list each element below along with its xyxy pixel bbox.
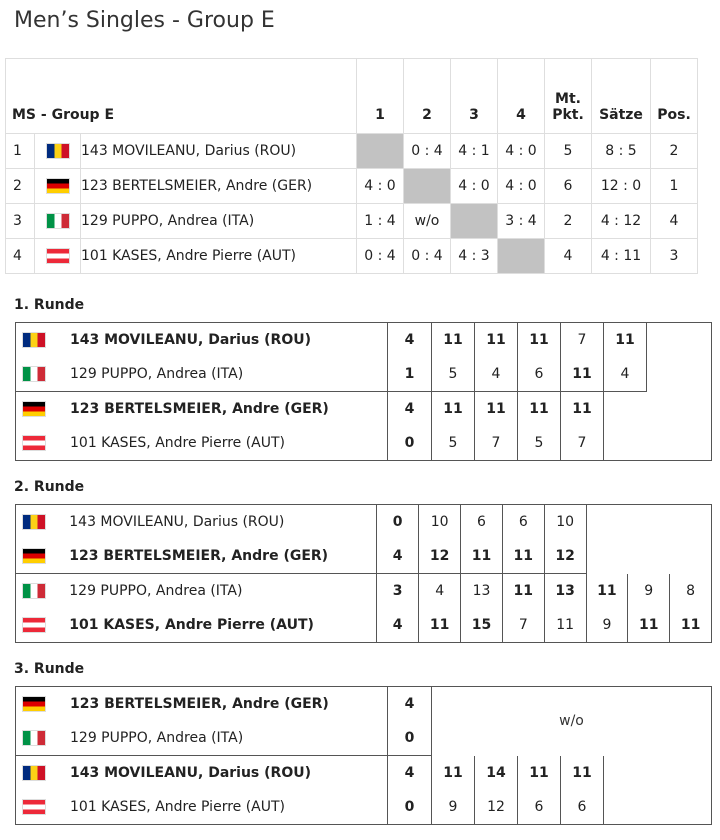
player-name[interactable]: 123 BERTELSMEIER, Andre (GER) — [81, 169, 357, 204]
game-score: 9 — [432, 790, 475, 825]
standings-row — [6, 169, 698, 204]
game-score: 12 — [475, 790, 518, 825]
game-score: 4 — [419, 574, 461, 609]
aut-flag-icon — [23, 436, 45, 450]
flag-cell — [16, 323, 53, 358]
game-score: 12 — [544, 539, 586, 574]
player-name[interactable]: 123 BERTELSMEIER, Andre (GER) — [51, 539, 376, 574]
player-name[interactable]: 143 MOVILEANU, Darius (ROU) — [69, 514, 285, 530]
sets: 4 : 12 — [592, 204, 651, 239]
walkover-label: w/o — [432, 687, 712, 756]
game-score: 11 — [432, 323, 475, 358]
flag-cell — [35, 204, 81, 239]
match-row — [16, 687, 712, 722]
result-cell — [357, 134, 404, 169]
match-score: 4 — [388, 756, 432, 791]
flag-cell — [16, 608, 52, 643]
match-row — [16, 574, 712, 609]
player-name[interactable]: 143 MOVILEANU, Darius (ROU) — [70, 332, 311, 348]
header-mt: Mt. — [555, 91, 581, 107]
game-score: 4 — [475, 357, 518, 392]
game-score: 11 — [670, 608, 712, 643]
empty-cell — [604, 756, 712, 825]
game-score: 9 — [628, 574, 670, 609]
match-row — [16, 357, 712, 392]
header-col-4: 4 — [498, 59, 545, 134]
game-score: 11 — [518, 756, 561, 791]
standings-row — [6, 134, 698, 169]
ger-flag-icon — [23, 549, 45, 563]
game-score: 12 — [419, 539, 461, 574]
player-name[interactable]: 101 KASES, Andre Pierre (AUT) — [81, 239, 357, 274]
game-score: 11 — [502, 574, 544, 609]
ita-flag-icon — [23, 367, 45, 381]
game-score: 5 — [432, 426, 475, 461]
result-cell: 4 : 0 — [498, 169, 545, 204]
game-score: 11 — [461, 539, 503, 574]
flag-cell — [16, 721, 53, 756]
player-name[interactable]: 123 BERTELSMEIER, Andre (GER) — [70, 696, 329, 712]
match-points: 2 — [545, 204, 592, 239]
empty-cell — [604, 392, 712, 461]
header-pkt: Pkt. — [552, 107, 584, 123]
flag-cell — [35, 134, 81, 169]
round-title: 1. Runde — [14, 297, 85, 313]
game-score: 11 — [432, 392, 475, 427]
game-score: 11 — [475, 392, 518, 427]
player-name[interactable]: 101 KASES, Andre Pierre (AUT) — [70, 435, 286, 451]
match-row — [16, 392, 712, 427]
aut-flag-icon — [23, 618, 45, 632]
standings-table — [5, 58, 698, 274]
flag-cell — [16, 426, 53, 461]
game-score: 15 — [461, 608, 503, 643]
game-score: 14 — [475, 756, 518, 791]
game-score: 5 — [518, 426, 561, 461]
match-points: 4 — [545, 239, 592, 274]
game-score: 11 — [561, 756, 604, 791]
flag-cell — [35, 239, 81, 274]
flag-cell — [35, 169, 81, 204]
header-col-2: 2 — [404, 59, 451, 134]
flag-cell — [16, 392, 53, 427]
match-row — [16, 756, 712, 791]
match-score: 4 — [388, 392, 432, 427]
match-score: 1 — [388, 357, 432, 392]
game-score: 11 — [604, 323, 647, 358]
game-score: 11 — [561, 357, 604, 392]
result-cell: 4 : 0 — [357, 169, 404, 204]
match-score: 4 — [377, 608, 419, 643]
match-score: 0 — [388, 721, 432, 756]
round-title: 2. Runde — [14, 479, 85, 495]
player-name[interactable]: 129 PUPPO, Andrea (ITA) — [52, 721, 388, 756]
round-table — [15, 322, 712, 461]
match-row — [16, 505, 712, 540]
match-row — [16, 323, 712, 358]
game-score: 6 — [518, 357, 561, 392]
game-score: 7 — [561, 426, 604, 461]
flag-cell — [16, 574, 52, 609]
flag-cell — [16, 505, 52, 540]
standings-row — [6, 239, 698, 274]
game-score: 6 — [561, 790, 604, 825]
result-cell — [404, 169, 451, 204]
game-score: 9 — [586, 608, 628, 643]
match-score: 0 — [388, 790, 432, 825]
header-group: MS - Group E — [6, 59, 357, 134]
player-name[interactable]: 123 BERTELSMEIER, Andre (GER) — [70, 401, 329, 417]
player-name[interactable]: 143 MOVILEANU, Darius (ROU) — [81, 134, 357, 169]
row-number: 2 — [6, 169, 35, 204]
result-cell: 0 : 4 — [404, 239, 451, 274]
game-score: 11 — [502, 539, 544, 574]
page-title: Men’s Singles - Group E — [14, 8, 275, 33]
game-score: 5 — [432, 357, 475, 392]
player-name[interactable]: 129 PUPPO, Andrea (ITA) — [69, 583, 243, 599]
result-cell: 0 : 4 — [404, 134, 451, 169]
position: 3 — [651, 239, 698, 274]
game-score: 8 — [670, 574, 712, 609]
result-cell — [498, 239, 545, 274]
result-cell: 3 : 4 — [498, 204, 545, 239]
result-cell: 4 : 3 — [451, 239, 498, 274]
result-cell: 4 : 1 — [451, 134, 498, 169]
result-cell: w/o — [404, 204, 451, 239]
result-cell — [451, 204, 498, 239]
header-col-1: 1 — [357, 59, 404, 134]
game-score: 13 — [461, 574, 503, 609]
row-number: 1 — [6, 134, 35, 169]
position: 2 — [651, 134, 698, 169]
ger-flag-icon — [47, 179, 69, 193]
rou-flag-icon — [47, 144, 69, 158]
game-score: 11 — [475, 323, 518, 358]
player-name[interactable]: 101 KASES, Andre Pierre (AUT) — [70, 799, 286, 815]
match-score: 4 — [388, 323, 432, 358]
match-score: 4 — [377, 539, 419, 574]
game-score: 13 — [544, 574, 586, 609]
result-cell: 1 : 4 — [357, 204, 404, 239]
sets: 4 : 11 — [592, 239, 651, 274]
match-score: 3 — [377, 574, 419, 609]
player-name[interactable]: 143 MOVILEANU, Darius (ROU) — [70, 765, 311, 781]
ger-flag-icon — [23, 697, 45, 711]
sets: 12 : 0 — [592, 169, 651, 204]
game-score: 6 — [461, 505, 503, 540]
header-saetze: Sätze — [592, 59, 651, 134]
round-table — [15, 686, 712, 825]
standings-header-row — [6, 59, 698, 134]
standings-row — [6, 204, 698, 239]
player-name[interactable]: 129 PUPPO, Andrea (ITA) — [52, 357, 388, 392]
player-name[interactable]: 129 PUPPO, Andrea (ITA) — [81, 204, 357, 239]
game-score: 11 — [628, 608, 670, 643]
game-score: 6 — [518, 790, 561, 825]
match-row — [16, 608, 712, 643]
player-name[interactable]: 101 KASES, Andre Pierre (AUT) — [69, 617, 314, 633]
result-cell: 4 : 0 — [498, 134, 545, 169]
flag-cell — [16, 357, 53, 392]
position: 1 — [651, 169, 698, 204]
ita-flag-icon — [23, 731, 45, 745]
flag-cell — [16, 790, 53, 825]
game-score: 11 — [432, 756, 475, 791]
game-score: 4 — [604, 357, 647, 392]
game-score: 11 — [518, 323, 561, 358]
flag-cell — [16, 756, 53, 791]
result-cell: 0 : 4 — [357, 239, 404, 274]
rou-flag-icon — [23, 333, 45, 347]
flag-cell — [16, 539, 52, 574]
game-score: 7 — [502, 608, 544, 643]
match-score: 0 — [388, 426, 432, 461]
game-score: 10 — [544, 505, 586, 540]
game-score: 7 — [561, 323, 604, 358]
flag-cell — [16, 687, 53, 722]
header-col-3: 3 — [451, 59, 498, 134]
header-pos: Pos. — [651, 59, 698, 134]
empty-cell — [647, 323, 712, 392]
aut-flag-icon — [23, 800, 45, 814]
game-score: 11 — [419, 608, 461, 643]
game-score: 11 — [518, 392, 561, 427]
game-score: 7 — [475, 426, 518, 461]
sets: 8 : 5 — [592, 134, 651, 169]
result-cell: 4 : 0 — [451, 169, 498, 204]
ita-flag-icon — [23, 584, 45, 598]
match-points: 6 — [545, 169, 592, 204]
row-number: 4 — [6, 239, 35, 274]
rou-flag-icon — [23, 515, 45, 529]
match-score: 4 — [388, 687, 432, 722]
empty-cell — [586, 505, 711, 574]
position: 4 — [651, 204, 698, 239]
ita-flag-icon — [47, 214, 69, 228]
round-table — [15, 504, 712, 643]
rou-flag-icon — [23, 766, 45, 780]
game-score: 10 — [419, 505, 461, 540]
match-points: 5 — [545, 134, 592, 169]
header-match-points — [545, 59, 592, 134]
match-score: 0 — [377, 505, 419, 540]
game-score: 11 — [544, 608, 586, 643]
round-title: 3. Runde — [14, 661, 85, 677]
aut-flag-icon — [47, 249, 69, 263]
game-score: 11 — [561, 392, 604, 427]
ger-flag-icon — [23, 402, 45, 416]
row-number: 3 — [6, 204, 35, 239]
game-score: 6 — [502, 505, 544, 540]
game-score: 11 — [586, 574, 628, 609]
